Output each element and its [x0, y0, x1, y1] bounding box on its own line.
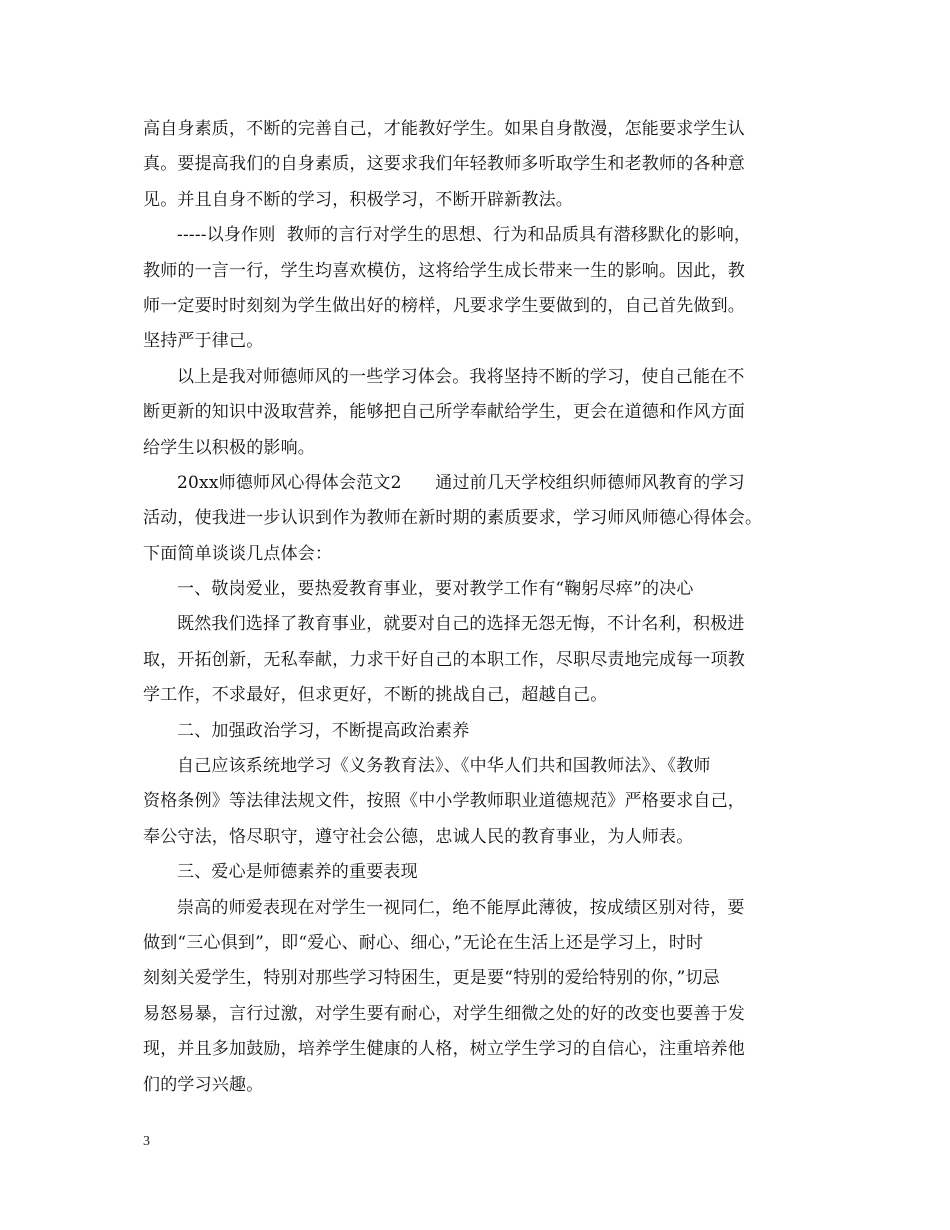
- text-line: 资格条例》等法律法规文件，按照《中小学教师职业道德规范》严格要求自己，: [143, 791, 745, 812]
- document-body: [143, 112, 833, 1103]
- text-line: 以上是我对师德师风的一些学习体会。我将坚持不断的学习，使自己能在不: [177, 366, 745, 387]
- text-line: 三、爱心是师德素养的重要表现: [177, 862, 418, 883]
- text-line: 现，并且多加鼓励，培养学生健康的人格，树立学生学习的自信心，注重培养他: [143, 1039, 745, 1060]
- text-line: 自己应该系统地学习《义务教育法》、《中华人们共和国教师法》、《教师: [177, 756, 711, 777]
- text-line: 取，开拓创新，无私奉献，力求干好自己的本职工作，尽职尽责地完成每一项教: [143, 649, 745, 670]
- text-line: -----以身作则 教师的言行对学生的思想、行为和品质具有潜移默化的影响，: [177, 225, 752, 246]
- text-line: 师一定要时时刻刻为学生做出好的榜样，凡要求学生要做到的，自己首先做到。: [143, 295, 745, 316]
- text-line: 真。要提高我们的自身素质，这要求我们年轻教师多听取学生和老教师的各种意: [143, 154, 745, 175]
- text-line: 坚持严于律己。: [143, 331, 264, 352]
- text-line: 给学生以积极的影响。: [143, 437, 315, 458]
- text-line: 崇高的师爱表现在对学生一视同仁，绝不能厚此薄彼，按成绩区别对待，要: [177, 897, 745, 918]
- text-line: 见。并且自身不断的学习，积极学习，不断开辟新教法。: [143, 189, 573, 210]
- text-line: 高自身素质，不断的完善自己，才能教好学生。如果自身散漫，怎能要求学生认: [143, 119, 745, 139]
- page-number: 3: [143, 1134, 150, 1149]
- text-line: 断更新的知识中汲取营养，能够把自己所学奉献给学生，更会在道德和作风方面: [143, 402, 745, 423]
- text-line: 奉公守法，恪尽职守，遵守社会公德，忠诚人民的教育事业，为人师表。: [143, 826, 694, 847]
- text-line: 下面简单谈谈几点体会：: [143, 543, 333, 564]
- text-line: 刻刻关爱学生，特别对那些学习特困生，更是要“特别的爱给特别的你，”切忌: [143, 968, 720, 989]
- text-line: 教师的一言一行，学生均喜欢模仿，这将给学生成长带来一生的影响。因此，教: [143, 260, 745, 281]
- text-line: 们的学习兴趣。: [143, 1074, 264, 1095]
- text-line: 二、加强政治学习，不断提高政治素养: [177, 720, 470, 741]
- text-line: 做到“三心俱到”，即“爱心、耐心、细心，”无论在生活上还是学习上，时时: [143, 932, 704, 953]
- text-line: 20xx师德师风心得体会范文2 通过前几天学校组织师德师风教育的学习: [177, 472, 745, 493]
- text-line: 学工作，不求最好，但求更好，不断的挑战自己，超越自己。: [143, 685, 608, 706]
- text-line: 活动，使我进一步认识到作为教师在新时期的素质要求，学习师风师德心得体会。: [143, 508, 763, 529]
- text-line: 一、敬岗爱业，要热爱教育事业，要对教学工作有“鞠躬尽瘁”的决心: [177, 579, 694, 600]
- text-line: 既然我们选择了教育事业，就要对自己的选择无怨无悔，不计名利，积极进: [177, 614, 745, 635]
- text-line: 易怒易暴，言行过激，对学生要有耐心，对学生细微之处的好的改变也要善于发: [143, 1003, 745, 1024]
